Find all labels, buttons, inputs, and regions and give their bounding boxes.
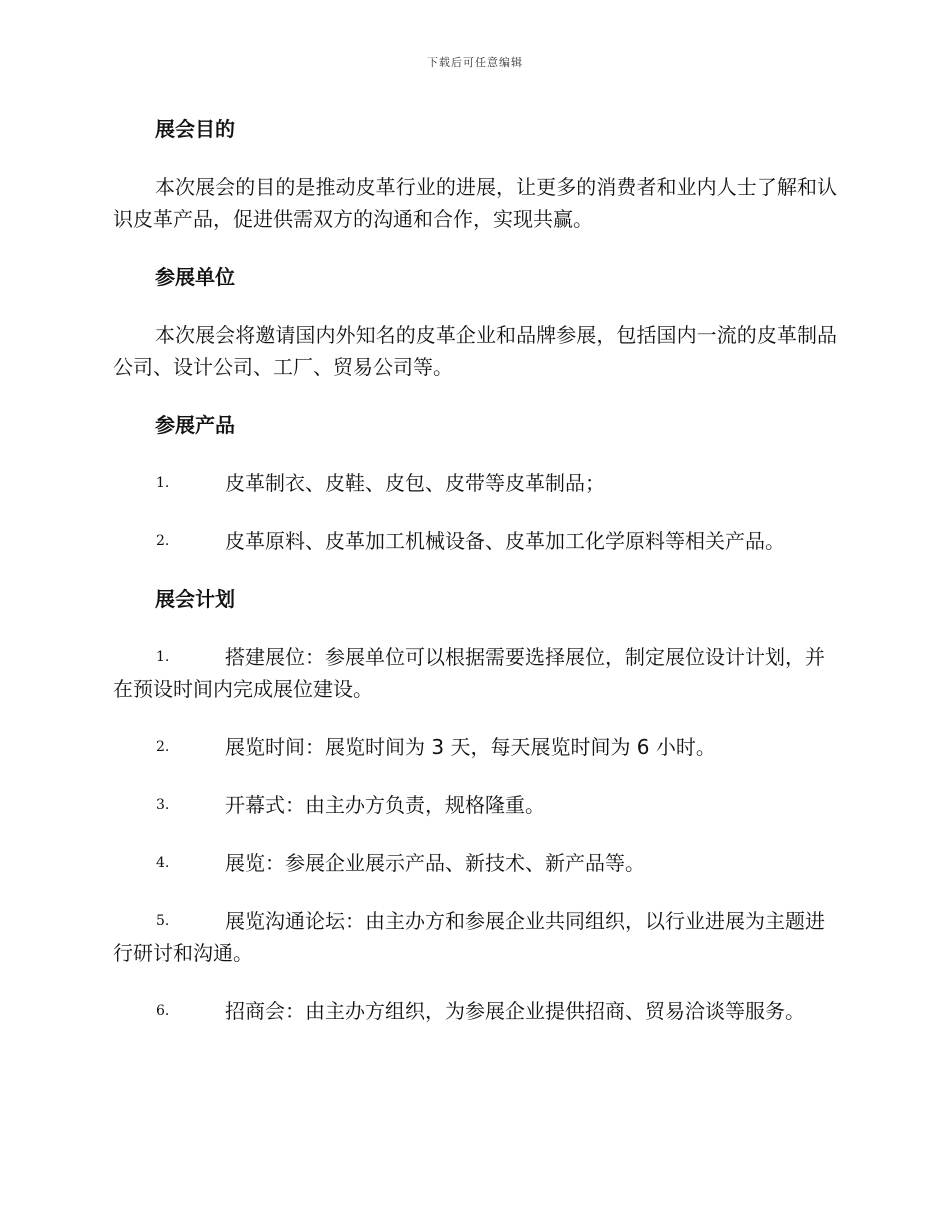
list-text: 搭建展位：参展单位可以根据需要选择展位，制定展位设计计划，并在预设时间内完成展位建设。 [113,645,825,701]
document-body [113,113,837,1053]
section-title-products: 参展产品 [155,413,235,437]
list-item [113,525,837,557]
paragraph-purpose: 本次展会的目的是推动皮革行业的进展，让更多的消费者和业内人士了解和认识皮革产品，促进供需双方的沟通和合作，实现共赢。 [113,175,837,231]
list-number: 6. [156,1003,170,1019]
list-text: 展览沟通论坛：由主办方和参展企业共同组织，以行业进展为主题进行研讨和沟通。 [113,909,825,965]
list-text: 皮革制衣、皮鞋、皮包、皮带等皮革制品； [225,471,605,495]
list-item [113,467,837,499]
list-item [113,847,837,879]
list-text: 皮革原料、皮革加工机械设备、皮革加工化学原料等相关产品。 [225,529,785,553]
list-text: 展览：参展企业展示产品、新技术、新产品等。 [225,851,645,875]
list-text: 招商会：由主办方组织，为参展企业提供招商、贸易洽谈等服务。 [225,999,805,1023]
header-note: 下载后可任意编辑 [427,56,523,69]
list-item [113,789,837,821]
list-text: 展览时间：展览时间为 3 天，每天展览时间为 6 小时。 [225,735,716,759]
list-number: 5. [156,913,170,929]
list-number: 2. [156,533,170,549]
section-title-exhibitors: 参展单位 [155,265,235,289]
list-number: 4. [156,855,170,871]
list-item [113,641,837,705]
list-number: 1. [156,649,170,665]
section-title-purpose: 展会目的 [155,117,235,141]
list-number: 1. [156,475,170,491]
list-item [113,995,837,1027]
list-number: 2. [156,739,170,755]
section-title-plan: 展会计划 [155,587,235,611]
list-item [113,731,837,763]
list-number: 3. [156,797,170,813]
list-text: 开幕式：由主办方负责，规格隆重。 [225,793,545,817]
paragraph-exhibitors: 本次展会将邀请国内外知名的皮革企业和品牌参展，包括国内一流的皮革制品公司、设计公司、工厂、贸易公司等。 [113,323,837,379]
list-item [113,905,837,969]
